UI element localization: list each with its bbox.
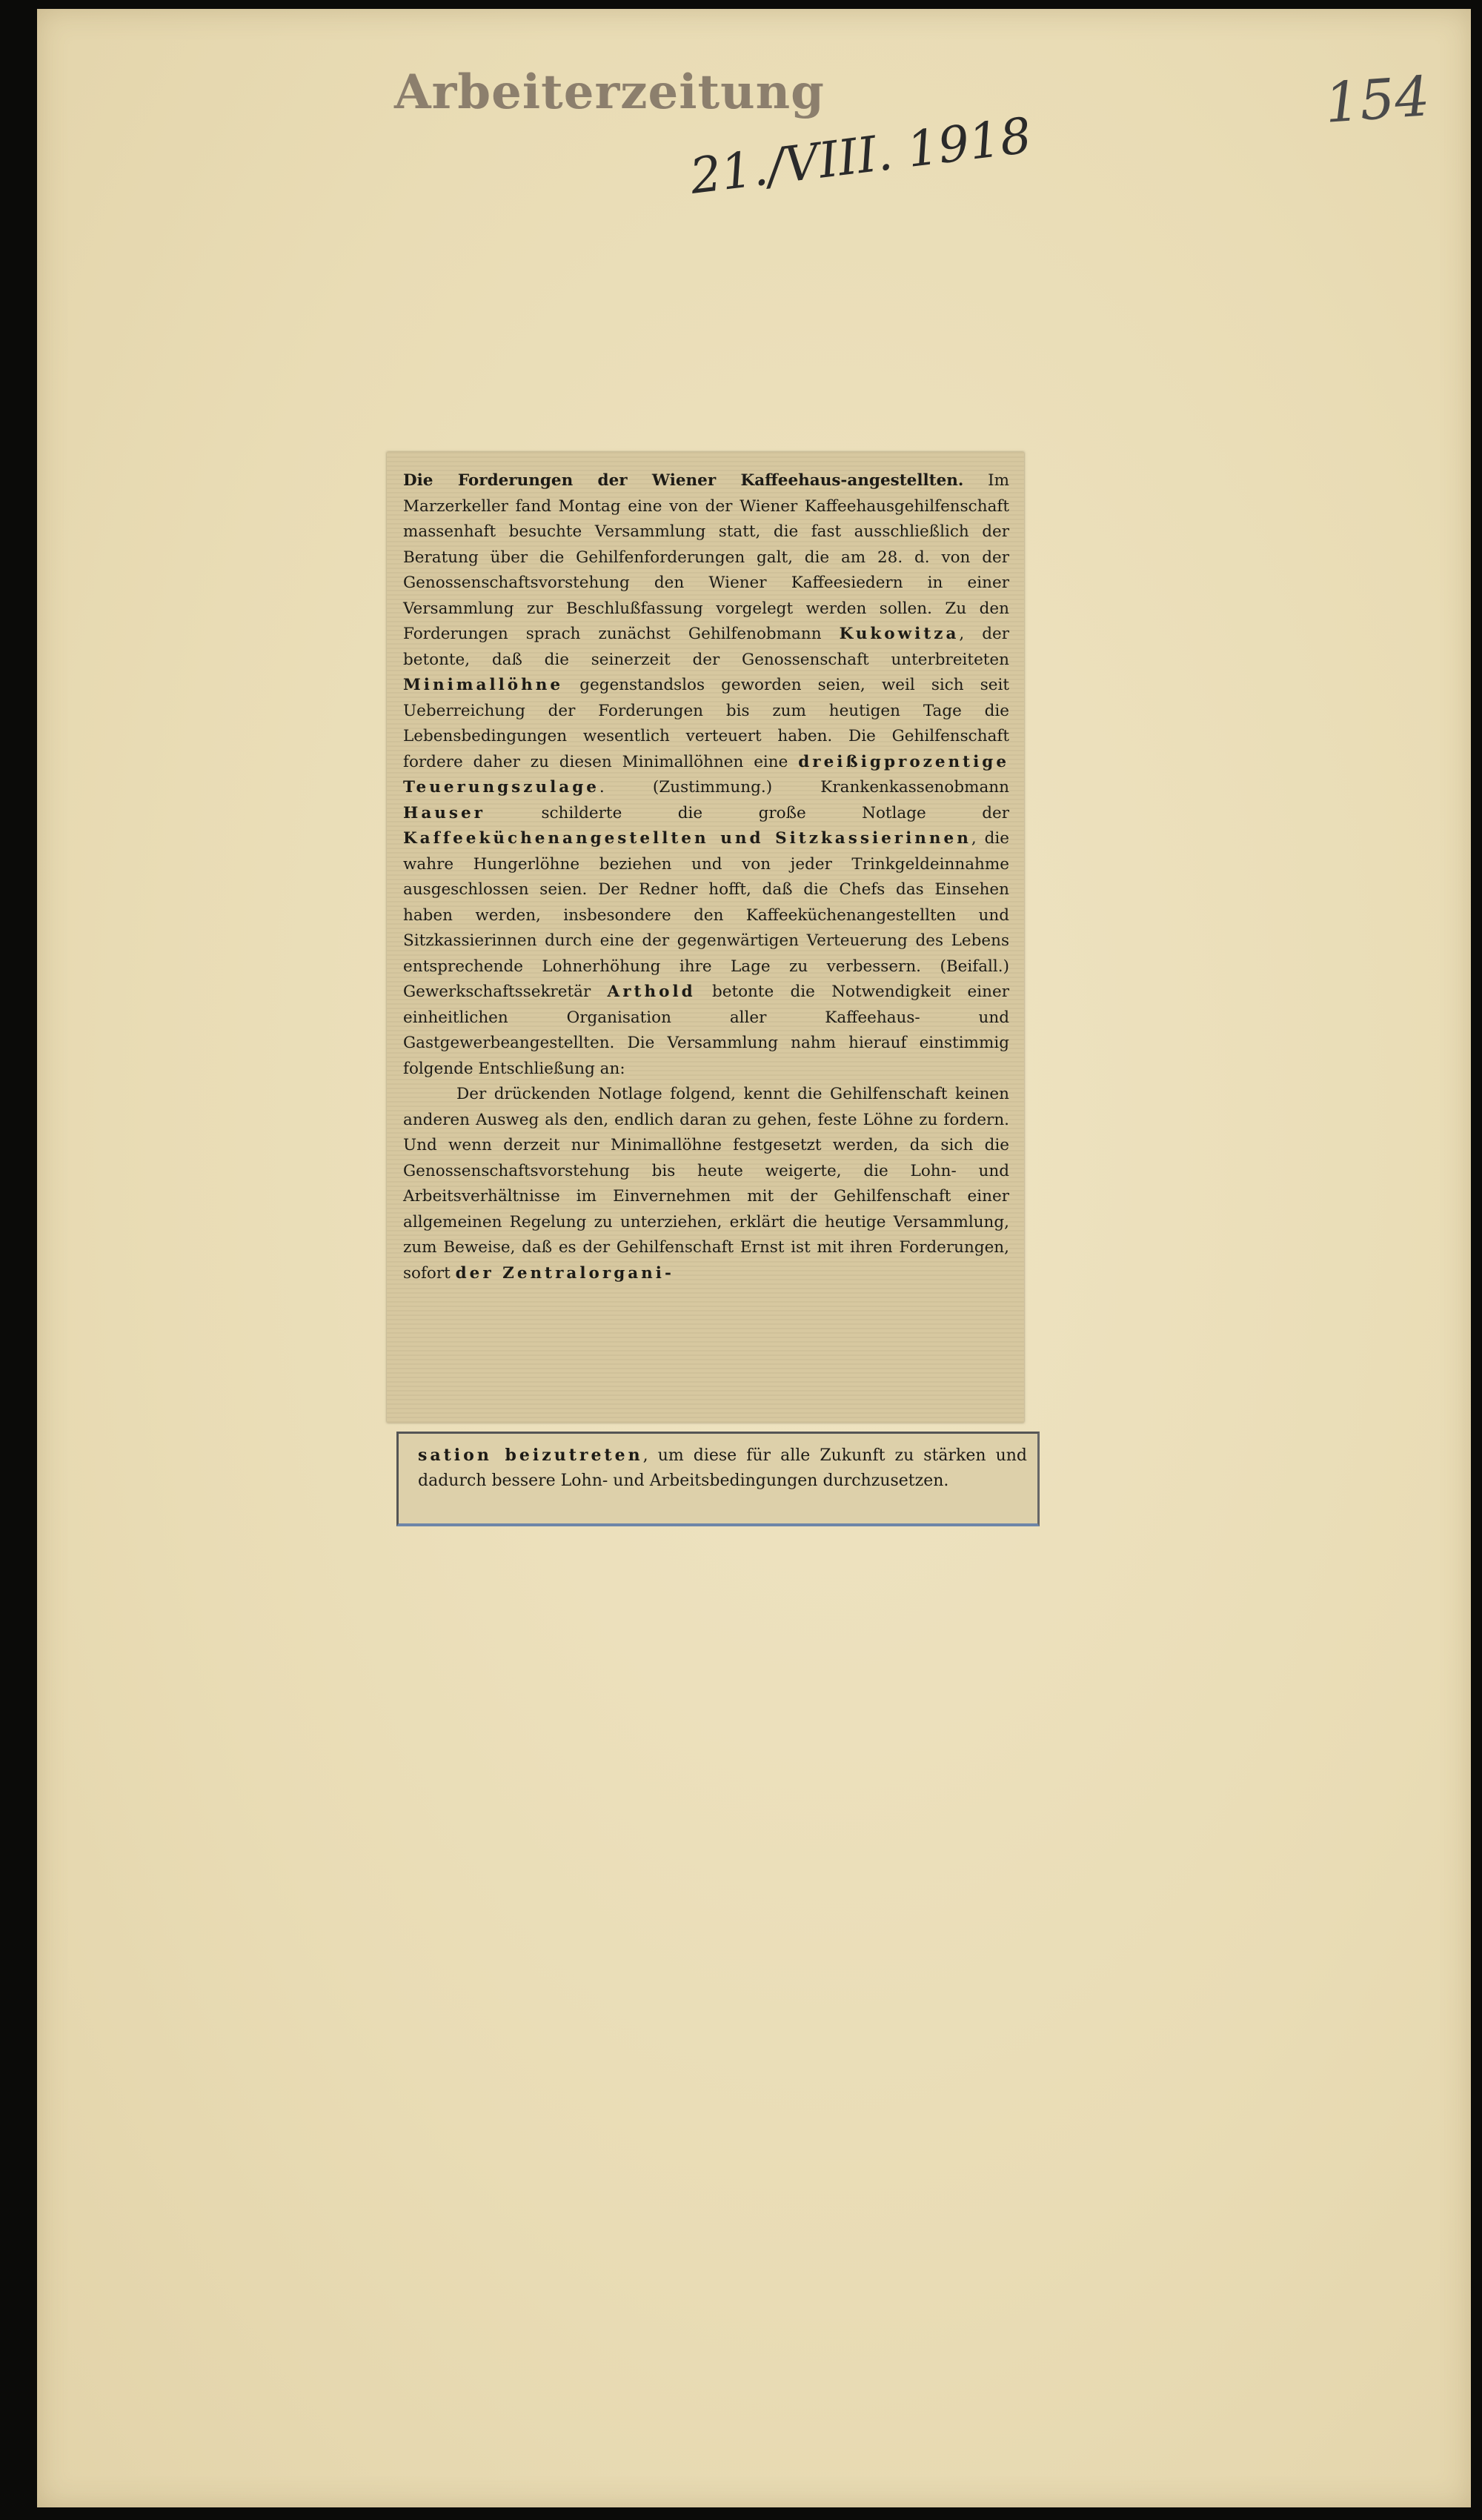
article-continuation: [418, 1443, 1027, 1494]
term-zentralorganisation-part1: der Zentralorgani-: [455, 1263, 674, 1283]
term-angestellten: Kaffeeküchenangestellten und Sitzkassierinnen: [403, 829, 971, 848]
newspaper-clipping-continuation: [396, 1432, 1040, 1526]
name-kukowitza: Kukowitza: [839, 625, 960, 643]
name-hauser: Hauser: [403, 803, 485, 822]
term-zentralorganisation-part2: sation beizutreten: [418, 1446, 643, 1465]
term-teuerungszulage: dreißigprozentige Teuerungszulage: [403, 752, 1009, 797]
article-headline: Die Forderungen der Wiener Kaffeehaus-angestellten.: [403, 471, 964, 490]
article-paragraph-1: [403, 468, 1009, 1082]
text-run: betonte die Notwendigkeit einer einheitlichen Organisation aller Kaffeehaus- und Gastgewerbeangestellten. Die Versammlung nahm hierauf einstimmig folgende Entschließung an:: [403, 983, 1009, 1078]
handwritten-date: 21./VIII. 1918: [687, 107, 1034, 205]
text-run: schilderte die große Notlage der: [541, 803, 1009, 822]
folio-number: 154: [1323, 64, 1432, 136]
text-run: Im Marzerkeller fand Montag eine von der Wiener Kaffeehausgehilfenschaft massenhaft besuchte Versammlung statt, die fast ausschließlich der Beratung über die Gehilfenforderungen galt, die am 28. d. von der Genossenschaftsvorstehung den Wiener Kaffeesiedern in einer Versammlung zur Beschlußfassung vorgelegt werden sollen. Zu den Forderungen sprach zunächst Gehilfenobmann: [403, 471, 1009, 643]
newspaper-clipping: [387, 452, 1024, 1423]
text-run: . (Zustimmung.) Krankenkassenobmann: [599, 778, 1009, 797]
text-run: , um diese für alle Zukunft zu stärken und dadurch bessere Lohn- und Arbeitsbedingungen durchzusetzen.: [418, 1446, 1028, 1490]
text-run: , die wahre Hungerlöhne beziehen und von jeder Trinkgeldeinnahme ausgeschlossen seien. Der Redner hofft, daß die Chefs das Einsehen haben werden, insbesondere den Kaffeeküchenangestellten und Sitzkassierinnen durch eine der gegenwärtigen Verteuerung des Lebens entsprechende Lohnerhöhung ihre Lage zu verbessern. (Beifall.) Gewerkschaftssekretär: [403, 829, 1010, 1001]
term-minimalloehne: Minimallöhne: [403, 676, 564, 694]
article-paragraph-2: [403, 1082, 1009, 1286]
text-run: gegenstandslos geworden seien, weil sich seit Ueberreichung der Forderungen bis zum heutigen Tage die Lebensbedingungen wesentlich verteuert haben. Die Gehilfenschaft fordere daher zu diesen Minimallöhnen eine: [403, 676, 1009, 771]
text-run: Der drückenden Notlage folgend, kennt die Gehilfenschaft keinen anderen Ausweg als den, endlich daran zu gehen, feste Löhne zu fordern. Und wenn derzeit nur Minimallöhne festgesetzt werden, da sich die Genossenschaftsvorstehung bis heute weigerte, die Lohn- und Arbeitsverhältnisse im Einvernehmen mit der Gehilfenschaft einer allgemeinen Regelung zu unterziehen, erklärt die heutige Versammlung, zum Beweise, daß es der Gehilfenschaft Ernst ist mit ihren Forderungen, sofort: [403, 1085, 1009, 1283]
name-arthold: Arthold: [607, 983, 696, 1001]
text-run: , der betonte, daß die seinerzeit der Genossenschaft unterbreiteten: [403, 625, 1009, 669]
newspaper-stamp: Arbeiterzeitung: [394, 64, 825, 120]
